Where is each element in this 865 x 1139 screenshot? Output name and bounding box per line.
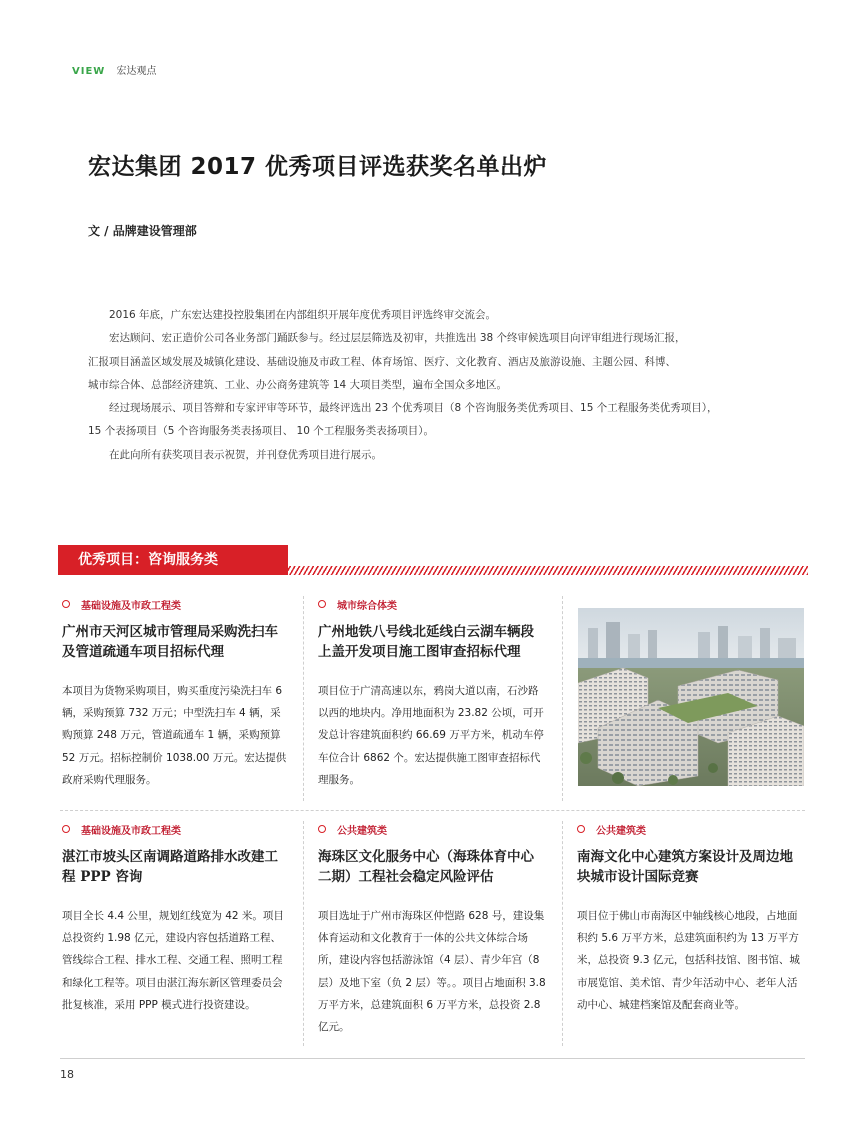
project-category: 基础设施及市政工程类 (62, 821, 290, 837)
project-category: 公共建筑类 (577, 821, 805, 837)
article-title: 宏达集团 2017 优秀项目评选获奖名单出炉 (88, 154, 548, 180)
intro-paragraph: 15 个表扬项目（5 个咨询服务类表扬项目、 10 个工程服务类表扬项目）。 (88, 425, 435, 438)
project-description: 项目位于佛山市南海区中轴线核心地段，占地面积约 5.6 万平方米，总建筑面积约为 13 万平方米，总投资 9.3 亿元，包括科技馆、图书馆、城市展览馆、美术馆、青少年活动中心、老年人活动中心、城建档案馆及配套商业等。 (577, 910, 800, 1011)
project-category: 公共建筑类 (318, 821, 546, 837)
section-band-label: 优秀项目：咨询服务类 (58, 545, 288, 575)
circle-bullet-icon (318, 600, 326, 608)
section-band-hatch (288, 566, 808, 575)
project-title: 广州市天河区城市管理局采购洗扫车及管道疏通车项目招标代理 (62, 624, 278, 660)
project-title: 海珠区文化服务中心（海珠体育中心二期）工程社会稳定风险评估 (318, 849, 534, 885)
project-description: 项目位于广清高速以东，鸦岗大道以南，石沙路以西的地块内。净用地面积为 23.82 公顷，可开发总计容建筑面积约 66.69 万平方米，机动车停车位合计 6862 个。宏达提供施工图审查招标代理服务。 (318, 685, 544, 786)
project-description: 本项目为货物采购项目，购买重度污染洗扫车 6 辆，采购预算 732 万元；中型洗扫车 4 辆，采购预算 248 万元，管道疏通车 1 辆，采购预算 52 万元。招标控制价 1038.00 万元。宏达提供政府采购代理服务。 (62, 685, 287, 786)
intro-paragraph: 经过现场展示、项目答辩和专家评审等环节，最终评选出 23 个优秀项目（8 个咨询服务类优秀项目、15 个工程服务类优秀项目）， (109, 402, 718, 415)
circle-bullet-icon (62, 825, 70, 833)
project-card (318, 596, 546, 791)
row-divider (60, 810, 805, 811)
project-card (577, 821, 805, 1016)
column-divider (303, 596, 304, 801)
footer-rule (60, 1058, 805, 1059)
project-card (62, 596, 290, 791)
project-category: 城市综合体类 (318, 596, 546, 612)
architectural-rendering-image (578, 608, 804, 786)
column-divider (562, 821, 563, 1046)
article-intro (88, 304, 788, 467)
circle-bullet-icon (577, 825, 585, 833)
page-number: 18 (60, 1068, 74, 1081)
intro-paragraph: 城市综合体、总部经济建筑、工业、办公商务建筑等 14 大项目类型，遍布全国众多地区。 (88, 378, 508, 391)
circle-bullet-icon (62, 600, 70, 608)
column-divider (562, 596, 563, 801)
section-name: 宏达观点 (116, 66, 157, 77)
intro-paragraph: 在此向所有获奖项目表示祝贺，并刊登优秀项目进行展示。 (109, 448, 382, 461)
project-category: 基础设施及市政工程类 (62, 596, 290, 612)
intro-paragraph: 2016 年底，广东宏达建投控股集团在内部组织开展年度优秀项目评选终审交流会。 (109, 309, 497, 321)
intro-paragraph: 汇报项目涵盖区域发展及城镇化建设、基础设施及市政工程、体育场馆、医疗、文化教育、酒店及旅游设施、主题公园、科博、 (88, 355, 676, 368)
project-title: 湛江市坡头区南调路道路排水改建工程 PPP 咨询 (62, 849, 278, 885)
project-description: 项目全长 4.4 公里，规划红线宽为 42 米。项目总投资约 1.98 亿元，建设内容包括道路工程、管线综合工程、排水工程、交通工程、照明工程和绿化工程等。项目由湛江海东新区管理委员会批复核准，采用 PPP 模式进行投资建设。 (62, 910, 284, 1011)
project-card (318, 821, 546, 1038)
project-card (62, 821, 290, 1016)
section-header (72, 62, 157, 77)
column-divider (303, 821, 304, 1046)
article-author: 文 / 品牌建设管理部 (88, 224, 197, 238)
intro-paragraph: 宏达顾问、宏正造价公司各业务部门踊跃参与。经过层层筛选及初审，共推选出 38 个终审候选项目向评审组进行现场汇报， (109, 332, 686, 345)
project-title: 广州地铁八号线北延线白云湖车辆段上盖开发项目施工图审查招标代理 (318, 624, 534, 660)
project-description: 项目选址于广州市海珠区仲恺路 628 号，建设集体育运动和文化教育于一体的公共文体综合场所，建设内容包括游泳馆（4 层）、青少年宫（8 层）及地下室（负 2 层）等。。项目占地面积 3.8 万平方米，总建筑面积 6 万平方米，总投资 2.8 亿元。 (318, 910, 546, 1034)
circle-bullet-icon (318, 825, 326, 833)
view-label: VIEW (72, 66, 106, 77)
project-title: 南海文化中心建筑方案设计及周边地块城市设计国际竞赛 (577, 849, 793, 885)
